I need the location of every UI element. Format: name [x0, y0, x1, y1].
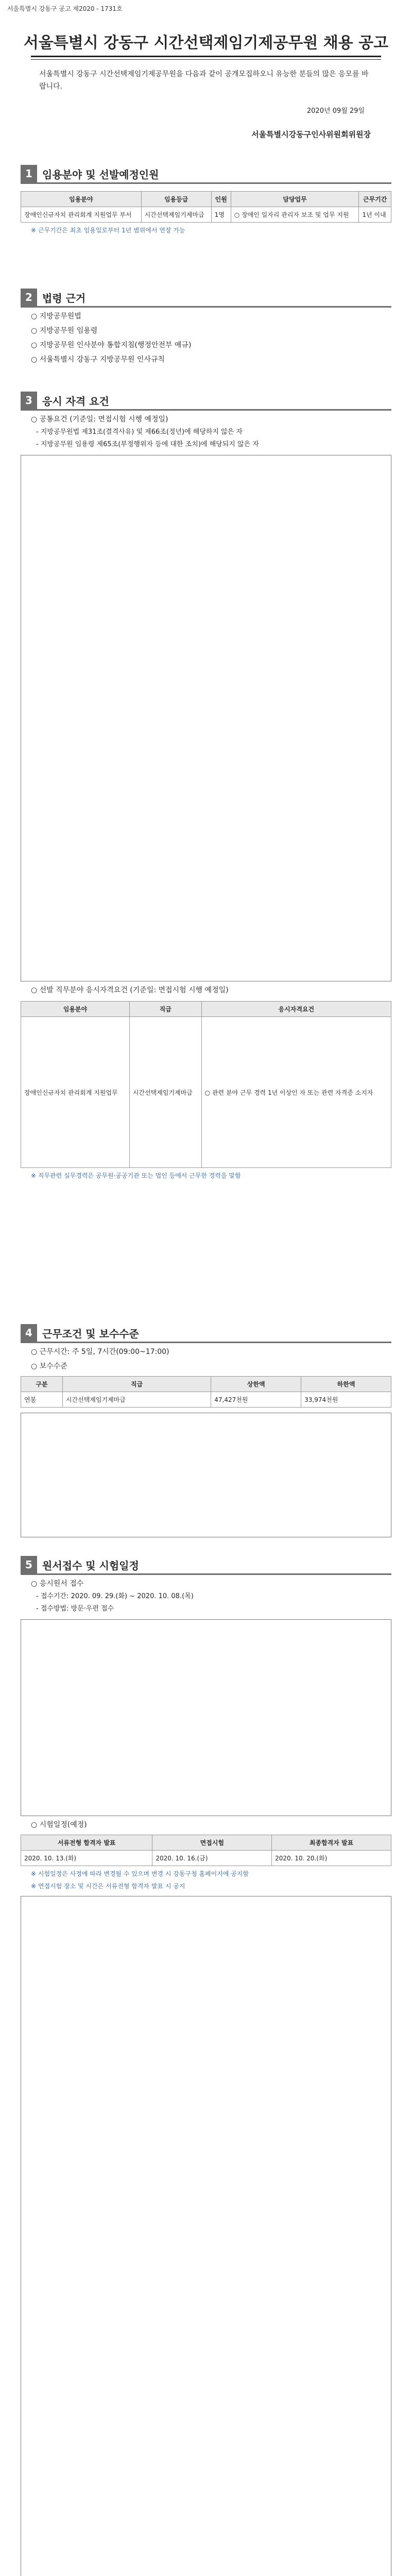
table-header: 근무기간	[359, 192, 391, 207]
table-row	[21, 1851, 391, 1866]
schedule-table	[21, 1835, 391, 1866]
page-title: 서울특별시 강동구 시간선택제임기제공무원 채용 공고	[23, 34, 389, 52]
table-header: 임용등급	[141, 192, 211, 207]
section-laws	[21, 289, 391, 365]
list-item: ○ 근무시간: 주 5일, 7시간(09:00~17:00)	[31, 1348, 169, 1356]
table-header: 직급	[62, 1377, 211, 1392]
table-header: 임용분야	[21, 1002, 130, 1017]
table-cell: 장애인신규자치 관리회계 지원업무 부서	[21, 207, 142, 223]
section-positions	[21, 165, 391, 235]
table-header: 응시자격요건	[201, 1002, 391, 1017]
section-header	[21, 1324, 391, 1343]
table-cell: ○ 관련 분야 근무 경력 1년 이상인 자 또는 관련 자격증 소지자	[201, 1017, 391, 1168]
list-item: - 지방공무원 임용령 제65조(부정행위자 등에 대한 조치)에 해당되지 않은 자	[36, 440, 259, 448]
table-cell: 연봉	[21, 1392, 63, 1408]
section-title: 원서접수 및 시험일정	[42, 1559, 139, 1572]
table-header: 면접시험	[152, 1835, 272, 1851]
table-cell: 장애인신규자치 관리회계 지원업무	[21, 1017, 130, 1168]
list-item: - 접수방법: 방문·우편 접수	[36, 1605, 114, 1613]
pay-note-box	[21, 1413, 391, 1537]
section-header	[21, 1556, 391, 1575]
title-divider	[31, 56, 381, 60]
table-row	[21, 207, 391, 223]
table-cell: ○ 장애인 일자리 관리자 보조 및 업무 지원	[231, 207, 359, 223]
section-title: 법령 근거	[42, 292, 86, 304]
table-cell: 시간선택제임기제마급	[62, 1392, 211, 1408]
table-header: 최종합격자 발표	[272, 1835, 391, 1851]
announcement-number: 서울특별시 강동구 공고 제2020 - 1731호	[7, 5, 123, 12]
section-header	[21, 165, 391, 184]
table-header: 서류전형 합격자 발표	[21, 1835, 152, 1851]
table-header: 담당업무	[231, 192, 359, 207]
list-item: ○ 지방공무원법	[31, 312, 81, 320]
section-title: 근무조건 및 보수수준	[42, 1327, 139, 1340]
section-number: 3	[21, 392, 37, 409]
section-qualifications	[21, 392, 391, 1180]
footnote: ※ 시험일정은 사정에 따라 변경될 수 있으며 변경 시 강동구청 홈페이지에 공지함	[31, 1870, 249, 1877]
table-cell: 1년 이내	[359, 207, 391, 223]
table-cell: 시간선택제임기제마급	[141, 207, 211, 223]
table-cell: 2020. 10. 13.(화)	[21, 1851, 152, 1866]
announcement-date: 2020년 09월 29일	[306, 107, 365, 115]
qualification-table	[21, 1001, 391, 1168]
exam-method-box	[21, 1896, 391, 2576]
qualification-detail-box	[21, 455, 391, 981]
table-cell: 2020. 10. 16.(금)	[152, 1851, 272, 1866]
table-cell: 2020. 10. 20.(화)	[272, 1851, 391, 1866]
list-item: ○ 선발 직무분야 응시자격요건 (기준일: 면접시험 시행 예정일)	[31, 986, 229, 994]
list-item: ○ 지방공무원 인사분야 통합지침(행정안전부 예규)	[31, 341, 192, 349]
section-number: 2	[21, 289, 37, 306]
table-cell: 1명	[211, 207, 231, 223]
issuing-org: 서울특별시강동구인사위원회위원장	[251, 130, 371, 139]
application-detail-box	[21, 1619, 391, 1816]
section-schedule	[21, 1556, 391, 2576]
table-header: 구분	[21, 1377, 63, 1392]
list-item: - 지방공무원법 제31조(결격사유) 및 제66조(정년)에 해당하지 않은 자	[36, 428, 243, 436]
list-item: ○ 보수수준	[31, 1362, 67, 1370]
table-header: 임용분야	[21, 192, 142, 207]
positions-table	[21, 191, 391, 223]
list-item: ○ 서울특별시 강동구 지방공무원 인사규칙	[31, 355, 165, 364]
section-title: 응시 자격 요건	[42, 395, 109, 408]
section-conditions	[21, 1324, 391, 1537]
section-number: 5	[21, 1556, 37, 1573]
list-item: ○ 공통요건 (기준일: 면접시험 시행 예정일)	[31, 415, 168, 423]
list-item: ○ 응시원서 접수	[31, 1580, 84, 1588]
table-row	[21, 1017, 391, 1168]
section-number: 4	[21, 1324, 37, 1342]
table-cell: 시간선택제임기제마급	[129, 1017, 201, 1168]
list-item: - 접수기간: 2020. 09. 29.(화) ~ 2020. 10. 08.(목)	[36, 1592, 194, 1600]
section-number: 1	[21, 165, 37, 182]
intro-text: 서울특별시 강동구 시간선택제임기제공무원을 다음과 같이 공개모집하오니 유능한 분들의 많은 응모를 바랍니다.	[39, 70, 369, 91]
section-title: 임용분야 및 선발예정인원	[42, 168, 159, 181]
pay-table	[21, 1376, 391, 1408]
list-item: ○ 시험일정(예정)	[31, 1821, 87, 1829]
section-header	[21, 392, 391, 411]
table-header: 인원	[211, 192, 231, 207]
list-item: ○ 지방공무원 임용령	[31, 327, 98, 335]
footnote: ※ 면접시험 장소 및 시간은 서류전형 합격자 발표 시 공지	[31, 1883, 185, 1890]
section-header	[21, 289, 391, 308]
table-header: 상한액	[211, 1377, 301, 1392]
table-cell: 33,974천원	[301, 1392, 391, 1408]
table-header: 하한액	[301, 1377, 391, 1392]
table-cell: 47,427천원	[211, 1392, 301, 1408]
footnote: ※ 근무기간은 최초 임용일로부터 1년 범위에서 연장 가능	[31, 227, 185, 234]
footnote: ※ 직무관련 실무경력은 공무원·공공기관 또는 법인 등에서 근무한 경력을 말함	[31, 1172, 241, 1179]
table-header: 직급	[129, 1002, 201, 1017]
table-row	[21, 1392, 391, 1408]
